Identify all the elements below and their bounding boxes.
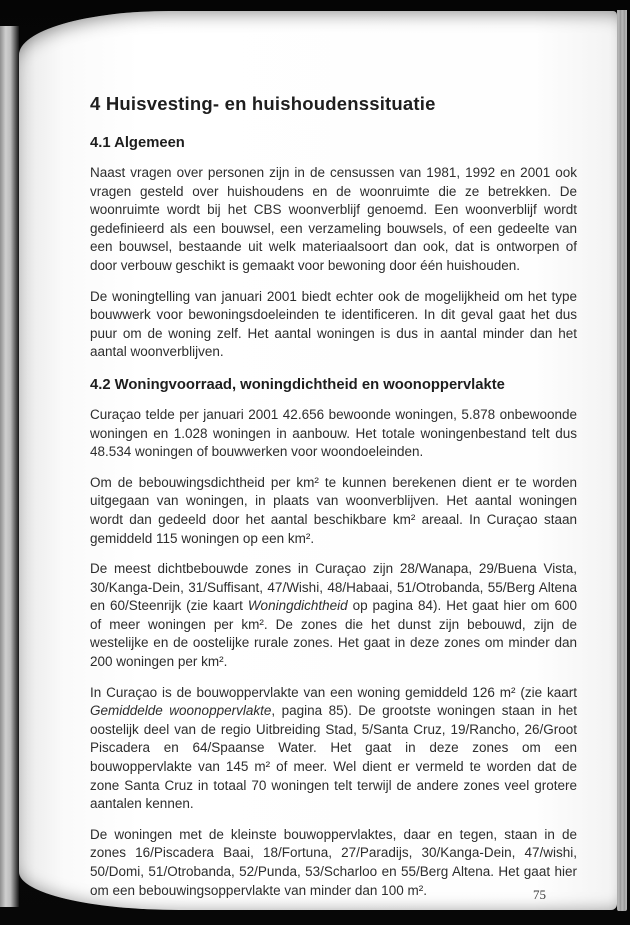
text-run: Curaçao telde per januari 2001 42.656 bewoonde woningen, 5.878 onbewoonde woningen en 1.028 woningen in aanbouw. Het totale woningenbestand telt dus 48.534 woningen of bouwwerken voor woondoeleinden. bbox=[90, 406, 577, 460]
text-run: De woningen met de kleinste bouwoppervlaktes, daar en tegen, staan in de zones 16/Piscadera Baai, 18/Fortuna, 27/Paradijs, 30/Kanga-Dein, 47/wishi, 50/Domi, 51/Otrobanda, 52/Punda, 53/Scharloo en 55/Berg Altena. Het gaat hier om een bebouwingsoppervlakte van minder dan 100 m². bbox=[90, 826, 577, 898]
italic-map-reference: Gemiddelde woonoppervlakte bbox=[90, 703, 272, 719]
section-heading: 4.2 Woningvoorraad, woningdichtheid en woonoppervlakte bbox=[90, 376, 505, 393]
section-heading: 4.1 Algemeen bbox=[90, 135, 185, 151]
paragraph bbox=[90, 474, 577, 548]
chapter-title: 4 Huisvesting- en huishoudenssituatie bbox=[90, 93, 436, 114]
page-number: 75 bbox=[533, 887, 546, 902]
page-edge-stripes bbox=[617, 10, 627, 911]
text-run: op pagina 84). Het gaat hier om 600 of meer woningen per km². De zones die het dunst zijn bebouwd, zijn de westelijke en de oostelijke rurale zones. Het gaat in deze zones om minder dan 200 woningen per km². bbox=[90, 598, 577, 670]
paragraph bbox=[90, 164, 577, 276]
text-run: Naast vragen over personen zijn in de censussen van 1981, 1992 en 2001 ook vragen gesteld over huishoudens en de woonruimte die ze betrekken. De woonruimte wordt bij het CBS woonverblijf genoemd. Een woonverblijf wordt gedefinieerd als een bouwsel, een verzameling bouwsels, of een gedeelte van een bouwsel, bestaande uit welk materiaalsoort dan ook, dat is ontworpen of door verbouw geschikt is gemaakt voor bewoning door één huishouden. bbox=[90, 165, 577, 273]
italic-map-reference: Woningdichtheid bbox=[247, 598, 348, 614]
text-run: In Curaçao is de bouwoppervlakte van een woning gemiddeld 126 m² (zie kaart bbox=[90, 684, 577, 700]
document-page bbox=[19, 11, 617, 910]
paragraph bbox=[90, 288, 577, 362]
paragraph bbox=[90, 560, 577, 672]
text-run: De meest dichtbebouwde zones in Curaçao zijn 28/Wanapa, 29/Buena Vista, 30/Kanga-Dein, 31/Suffisant, 47/Wishi, 48/Habaai, 51/Otrobanda, 55/Berg Altena en 60/Steenrijk (zie kaart bbox=[90, 561, 577, 614]
document-text bbox=[19, 11, 617, 900]
paragraph bbox=[90, 406, 577, 462]
paragraph bbox=[90, 684, 577, 814]
paragraph bbox=[90, 826, 577, 900]
text-run: , pagina 85). De grootste woningen staan in het oostelijk deel van de regio Uitbreiding Stad, 5/Santa Cruz, 19/Rancho, 26/Groot Piscadera en 64/Spaanse Water. Het gaat in deze zones om een bouwoppervlakte van 145 m² of meer. Wel dient er vermeld te worden dat de zone Santa Cruz in totaal 70 woningen telt terwijl de andere zones veel grotere aantalen kennen. bbox=[90, 703, 577, 812]
text-run: De woningtelling van januari 2001 biedt echter ook de mogelijkheid om het type bouwwerk voor bewoningsdoeleinden te identificeren. In dit geval gaat het dus puur om de woning zelf. Het aantal woningen is dus in aantal minder dan het aantal woonverblijven. bbox=[90, 288, 577, 360]
facing-page-edge bbox=[0, 26, 19, 907]
text-run: Om de bebouwingsdichtheid per km² te kunnen berekenen dient er te worden uitgegaan van woningen, in plaats van woonverblijven. Het aantal woningen wordt dan gedeeld door het aantal beschikbare km² areaal. In Curaçao staan gemiddeld 115 woningen op een km². bbox=[90, 474, 577, 546]
